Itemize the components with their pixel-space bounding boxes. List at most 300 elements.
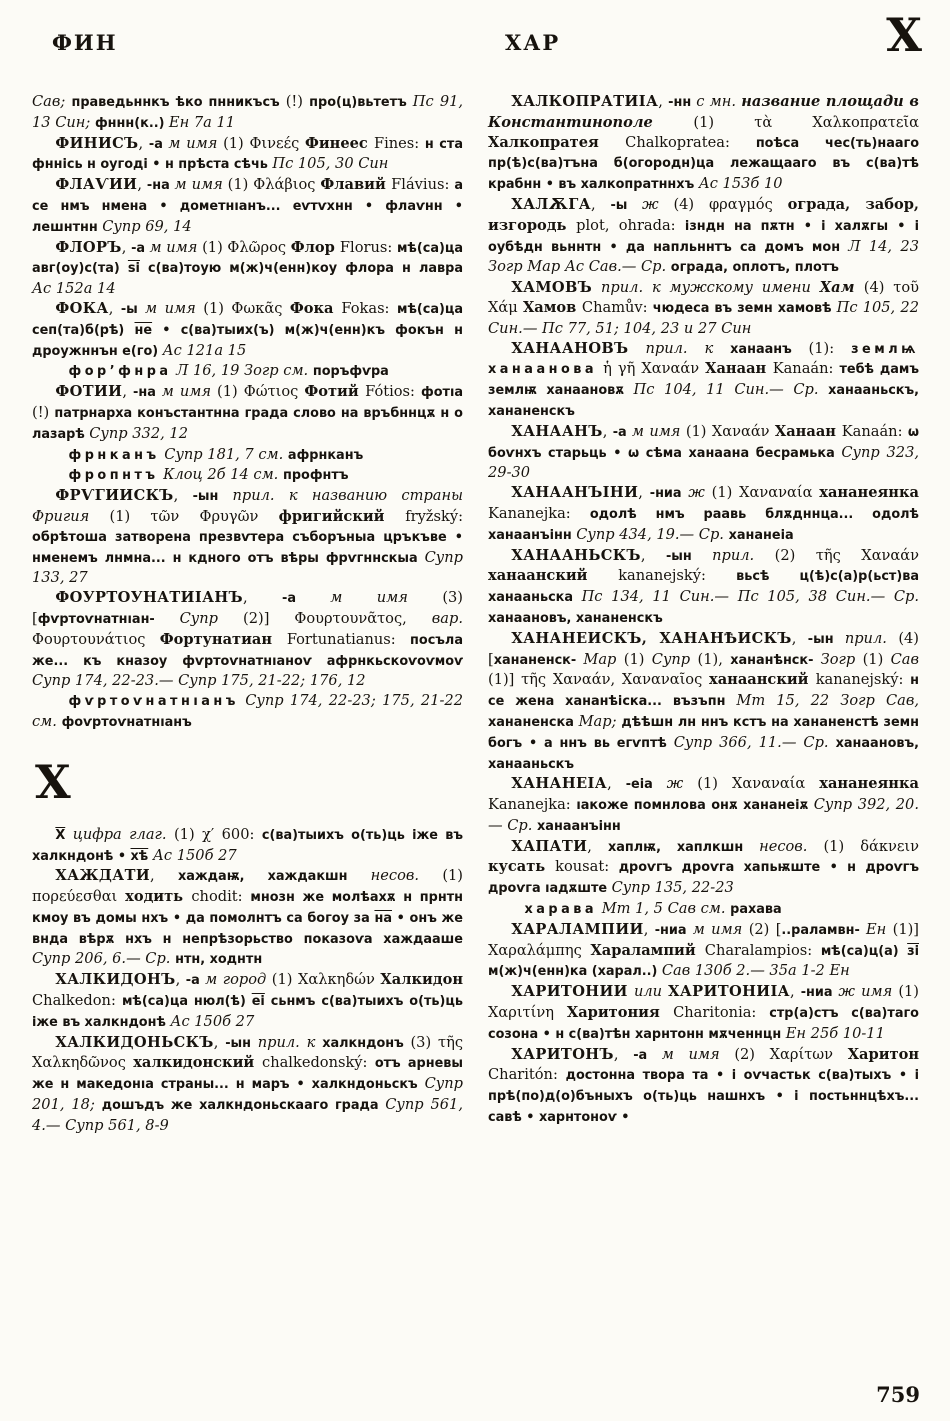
text-segment-it: Супр 332, 12	[89, 424, 188, 442]
text-segment-ocs: фотıа	[420, 385, 464, 401]
dictionary-entry	[32, 1033, 463, 1136]
text-segment-pl: (1) πορεύεσθαι	[32, 867, 464, 906]
text-segment-pl: Chalkedon:	[32, 992, 122, 1010]
text-segment-hw: ХАНАНЕІА	[511, 775, 608, 793]
text-segment-pl: (1)	[623, 650, 652, 668]
text-segment-ocs: -на	[133, 385, 162, 401]
text-segment-ocs: ѡ боѵнхъ старьць • ѡ сѣма ханаана бесрамька	[488, 424, 919, 461]
text-segment-pl: ,	[150, 867, 178, 885]
text-segment-pl: (1) τὰ Χαλκοπρατεῖα	[693, 113, 919, 131]
text-segment-it: ж	[666, 775, 698, 793]
text-segment-hw: ХАРИТОНИІА	[668, 983, 790, 1001]
text-segment-ocs: н ста фннісь н оугоді • н прѣста сѣчь	[32, 136, 463, 173]
text-segment-pl: (3) τῆς Χαλκηδῶνος	[32, 1033, 463, 1072]
text-segment-it: Ен	[866, 920, 893, 938]
text-segment-ocs: -ниа	[800, 985, 839, 1001]
text-segment-ocsov: не	[134, 322, 153, 338]
right-column	[488, 92, 919, 1136]
dictionary-entry	[488, 629, 919, 775]
text-segment-ocs: -ы	[120, 301, 146, 317]
text-segment-ocs: халкндонъ	[322, 1035, 411, 1051]
text-segment-ocsov: зі	[907, 943, 919, 959]
dictionary-entry	[488, 278, 919, 338]
section-heading-letter: Х	[35, 754, 71, 809]
text-segment-it: м имя	[330, 589, 443, 607]
text-segment-ocs: ханаанъ	[730, 341, 809, 357]
text-segment-it: Мар;	[578, 712, 622, 730]
text-segment-it: м имя	[161, 383, 218, 401]
text-segment-pl: kousat:	[555, 858, 619, 876]
text-segment-it: Пс 91, 13 Син;	[32, 93, 464, 131]
text-segment-ocs: мѣ(са)ца сеп(та)б(рѣ)	[32, 301, 464, 338]
text-segment-it: Супр 201, 18;	[32, 1075, 463, 1114]
text-segment-ocs: хаплѭ, хаплкшн	[607, 839, 760, 855]
text-segment-pl: ,	[587, 837, 608, 855]
text-segment-it: Сав	[890, 650, 919, 668]
text-segment-ocs: рахава	[730, 902, 782, 918]
text-segment-ocs: одолѣ нмъ раавь блѫдннца... одолѣ ханаанъінн	[488, 506, 919, 543]
text-segment-it: Ен 7а 11	[168, 113, 236, 131]
text-segment-it: Пс 105, 22 Син.— Пс 77, 51; 104, 23 и 27 Син	[488, 298, 919, 337]
text-segment-hw: ХАНААНЪ	[511, 422, 603, 440]
text-segment-it: цифра глаг.	[72, 825, 174, 843]
dictionary-entry	[32, 134, 463, 176]
text-segment-hw: ФЛОРЪ	[55, 238, 122, 256]
text-segment-ocs: -а	[185, 973, 206, 989]
text-segment-pl: (1)] Χαραλάμπης	[488, 920, 919, 959]
text-segment-it: прил.	[844, 629, 899, 647]
dictionary-entry	[488, 982, 919, 1044]
text-segment-pl: (!)	[32, 403, 55, 421]
cross-reference-entry	[488, 899, 919, 920]
text-segment-ru: Харитон	[847, 1045, 920, 1063]
text-segment-pl: ,	[789, 983, 801, 1001]
text-segment-ocs: хананѣнск-	[730, 652, 821, 668]
text-segment-it: Супр 174, 22-23.— Супр 175, 21-22; 176, 12	[32, 672, 366, 690]
dictionary-entry	[32, 866, 463, 970]
dictionary-entry	[488, 195, 919, 278]
dictionary-entry	[32, 486, 463, 588]
text-segment-hw: ФОУРТОУНАТИІАНЪ	[55, 589, 243, 607]
text-segment-ocs: хананенск-	[493, 652, 584, 668]
text-segment-it: ж	[642, 195, 674, 213]
text-segment-ocs: н се жена хананѣіска... възъпн	[488, 673, 919, 710]
text-segment-hw: ФОТИИ	[55, 383, 123, 401]
text-segment-pl: (4) φραγμός	[673, 195, 788, 213]
text-segment-hw: ФИНИСЪ	[55, 134, 139, 152]
text-segment-pl: ,	[607, 775, 626, 793]
text-segment-hw: ХАНААНОВЪ	[511, 339, 629, 357]
text-segment-pl: Chalkopratea:	[625, 133, 756, 151]
text-segment-pl: ἡ γῆ Χαναάν	[597, 360, 706, 378]
text-segment-ocs: поѣса чес(ть)нааго пр(ѣ)с(ва)тъна б(огородн)ца лежащааго въ с(ва)тѣ крабнн • въ халкопратннхъ	[488, 135, 920, 193]
text-segment-pl	[65, 826, 72, 843]
text-segment-ocs: мѣ(са)ц(а)	[820, 943, 908, 959]
text-segment-pl: Fótios:	[365, 383, 421, 401]
running-head-corner-letter: Х	[886, 8, 922, 62]
text-segment-pl: Fokas:	[341, 299, 397, 317]
text-segment-it: Супр	[651, 650, 698, 668]
text-segment-hw: ФРѴГИИСКЪ	[55, 487, 174, 505]
text-segment-ocs: мнозн же молѣахѫ н прнтн кмоу въ домы нхъ • да помолнтъ са богоу за	[32, 890, 464, 926]
text-segment-it: Сав 130б 2.— 35а 1-2 Ен	[661, 962, 850, 980]
dictionary-entry	[32, 175, 463, 237]
text-segment-ru: Флавий	[320, 176, 392, 194]
text-segment-it: Ас 121а 15	[162, 341, 247, 359]
text-segment-ru: Фотий	[304, 383, 366, 401]
text-segment-ocs: • с(ва)тыих(ъ) м(ж)ч(енн)къ фокън н дроужннън е(го)	[32, 322, 463, 359]
text-segment-it: прил. к	[257, 1033, 323, 1051]
text-segment-ru: ходить	[125, 888, 192, 906]
text-segment-it: Супр	[179, 609, 244, 627]
text-segment-ru: ханаанский	[709, 671, 816, 689]
text-segment-ocs: достонна твора та • і оѵчастьк с(ва)тыхъ • і прѣ(по)д(о)бъныхъ о(ть)ць нашнхъ • і постьннцѣхъ... савѣ • харнтоноѵ •	[488, 1068, 920, 1126]
text-segment-pl: ,	[590, 195, 611, 213]
text-segment-ocsov: ѕі	[127, 261, 140, 277]
text-segment-it: Супр 366, 11.— Ср.	[673, 733, 836, 751]
text-segment-it: с мн.	[696, 93, 742, 110]
text-segment-ocs: а се нмъ нмена • дометнıанъ... еѵтѵхнн • флаѵнн • лешнтнн	[32, 178, 463, 235]
text-segment-ocs: нтн, ходнтн	[175, 952, 263, 968]
text-segment-pl: (1) Χαναάν	[685, 422, 775, 440]
text-segment-ocs: -на	[146, 178, 175, 194]
text-segment-pl: (4) τοῦ Χάμ	[488, 279, 920, 316]
text-segment-ocsov: хѣ	[130, 848, 149, 864]
text-segment-pl: ,	[108, 299, 121, 317]
text-segment-ru: Халкидон	[380, 971, 463, 989]
page-number: 759	[876, 1382, 920, 1407]
text-segment-pl: fryžský:	[405, 507, 463, 525]
text-segment-it: Л 14, 23 Зогр Мар Ас Сав.— Ср.	[488, 237, 919, 276]
text-segment-it: ж имя	[838, 983, 899, 1001]
text-segment-pl: (2)] Φουρτουνᾶτος,	[243, 609, 432, 627]
text-segment-pl: ,	[173, 487, 193, 505]
text-segment-ru: ограда, забор, изгородь	[488, 195, 919, 234]
text-segment-it: Клоц 2б 14 см.	[163, 466, 283, 484]
text-segment-it: Сав;	[32, 93, 72, 110]
text-segment-pl: ,	[602, 422, 613, 440]
text-segment-ru: Халкопратея	[488, 133, 626, 151]
text-segment-pl: ,	[175, 971, 186, 989]
text-segment-ocs: стр(а)стъ с(ва)таго созона • н с(ва)тѣн харнтонн мѫченнцн	[488, 1006, 919, 1042]
text-segment-ocs: праведьннкъ ѣко пнникъсъ	[71, 95, 286, 110]
text-segment-hw: ФЛАѴИИ	[55, 176, 138, 194]
text-segment-pl: (1) Χαναναία	[711, 484, 820, 502]
text-segment-it: м город	[205, 971, 272, 989]
dictionary-entry	[488, 92, 919, 195]
text-segment-it: Ен 25б 10-11	[785, 1024, 885, 1042]
text-segment-ocs: -а	[148, 136, 169, 152]
text-segment-it: Пс 105, 30 Син	[272, 155, 389, 173]
text-segment-pl: ,	[138, 134, 149, 152]
text-segment-ru: Ханаан	[705, 360, 773, 378]
text-segment-ocssp: харава	[524, 902, 598, 918]
text-segment-ocssp: фропнтъ	[68, 468, 159, 484]
text-segment-ocs: ..раламвн-	[781, 922, 867, 938]
cross-reference-entry	[32, 465, 463, 486]
text-segment-pl: (3) [	[32, 589, 464, 627]
text-segment-ocs: -ын	[192, 489, 233, 505]
text-segment-hw: ХАРИТОНЪ	[511, 1045, 614, 1063]
text-segment-it: Мар	[583, 650, 624, 668]
text-segment-ocs: тебѣ дамъ землѭ ханаановѫ	[488, 362, 920, 399]
text-segment-hw: ХАЛКОПРАТИІА	[511, 93, 659, 110]
text-segment-pl: (1) Φλῶρος	[202, 238, 291, 256]
text-segment-pl: (4) [	[488, 629, 919, 668]
text-segment-ru: Ханаан	[774, 422, 842, 440]
text-segment-ocs: хананенска	[488, 714, 579, 730]
text-segment-pl: (1),	[697, 650, 731, 668]
text-segment-it: прил. к	[645, 339, 731, 357]
text-segment-pl: (1) τῶν Φρυγῶν	[109, 507, 279, 525]
text-segment-ocs: м(ж)ч(енн)ка (харал..)	[488, 964, 662, 980]
dictionary-entry	[32, 970, 463, 1032]
text-segment-pl	[629, 340, 646, 357]
text-segment-hw: ХАРАЛАМПИИ	[511, 920, 644, 938]
text-segment-ocs: мѣ(са)ца нюл(ѣ)	[121, 994, 252, 1010]
text-segment-pl: (1) Χαλκηδών	[271, 971, 381, 989]
text-segment-hw: ХАЖДАТИ	[55, 867, 151, 885]
text-segment-pl: Charitonia:	[673, 1004, 770, 1022]
text-segment-hw: ХАЛѪГА	[511, 195, 591, 213]
text-segment-ocs: -ы	[610, 197, 643, 213]
text-segment-pl: ,	[638, 484, 650, 502]
text-segment-ocs: -а	[131, 240, 150, 256]
text-segment-hw: ХАРИТОНИИ	[511, 983, 628, 1001]
text-segment-ocsov: еі	[251, 994, 265, 1010]
text-segment-hw: ХАНААНЪІНИ	[511, 484, 639, 502]
text-segment-ocssp: землѩ ханаанова	[488, 341, 919, 378]
text-segment-ocs: -нн	[668, 95, 697, 110]
text-segment-it: м имя	[631, 422, 686, 440]
text-segment-it: Супр 181, 7 см.	[164, 445, 288, 463]
text-segment-pl: chodit:	[191, 888, 251, 906]
running-head-left-keyword: ФИН	[52, 30, 118, 55]
text-segment-it: Супр 392, 20.— Ср.	[488, 796, 919, 834]
text-segment-it: Супр 133, 27	[32, 548, 463, 587]
text-segment-ocs: патрнарха конъстантнна града слово на връбннцѫ н о лазарѣ	[32, 405, 463, 442]
text-segment-ocs: про(ц)вьтетъ	[309, 95, 413, 110]
text-segment-ocs: фннн(к..)	[94, 115, 169, 131]
text-segment-ocs: фоѵртоѵнатнıанъ	[61, 714, 192, 730]
text-segment-it: м имя	[174, 176, 228, 194]
dictionary-entry	[32, 238, 463, 299]
text-segment-it: Ас 150б 27	[170, 1012, 255, 1030]
text-segment-ocs: сьнмъ с(ва)тыихъ о(ть)ць іже въ халкндонѣ	[32, 994, 463, 1030]
text-segment-ocs: чюдеса въ земн хамовѣ	[652, 300, 837, 316]
text-segment-pl: kananejský:	[815, 671, 911, 689]
text-segment-ocssp: фор’фнра	[68, 364, 172, 380]
text-segment-pl: (2) Χαρίτων	[734, 1045, 848, 1063]
text-segment-it: м имя	[168, 134, 224, 152]
cross-reference-entry	[32, 445, 463, 466]
text-segment-ocs: мѣ(са)ца авг(оу)с(та)	[32, 240, 464, 277]
text-segment-pl: (1)	[862, 650, 891, 668]
text-segment-pl: ,	[791, 629, 808, 647]
text-segment-ru: Хамов	[522, 298, 582, 316]
text-segment-ocs: -ын	[665, 548, 713, 564]
dictionary-entry	[488, 1045, 919, 1128]
text-segment-it: Супр 206, 6.— Ср.	[32, 950, 176, 968]
text-segment-ocs: фѵртоѵнатнıан-	[37, 611, 180, 627]
running-head-center-keyword: ХАР	[505, 30, 561, 55]
text-segment-ocs: дроѵгъ дроѵга хапьѭште • н дроѵгъ дроѵга ıадѫште	[488, 860, 919, 897]
text-segment-ocs: хаждаѭ, хаждакшн	[177, 869, 371, 885]
text-segment-ocs: афрнканъ	[287, 447, 364, 463]
text-segment-pl: ,	[122, 383, 134, 401]
text-segment-ocs: ограда, оплотъ, плотъ	[670, 260, 839, 276]
text-segment-pl: ,	[643, 920, 655, 938]
text-segment-it: Супр 174, 22-23; 175, 21-22 см.	[32, 692, 463, 730]
text-segment-pl: Kananejka:	[488, 796, 577, 814]
text-segment-pl: chalkedonský:	[262, 1054, 375, 1072]
text-segment-pl: Chamův:	[581, 298, 653, 316]
text-segment-it: Пс 104, 11 Син.— Ср.	[633, 381, 829, 399]
text-segment-it: Супр 434, 19.— Ср.	[576, 525, 729, 543]
text-segment-it: Мт 15, 22 Зогр Сав,	[736, 692, 919, 710]
text-segment-pl: ,	[121, 238, 132, 256]
text-segment-it: м имя	[692, 920, 749, 938]
text-segment-ocs: посъла же... къ кназоу фѵртоѵнатнıаноѵ афрнкьскоѵоѵмоѵ	[32, 632, 463, 669]
text-segment-it: м имя	[661, 1045, 735, 1063]
text-segment-it: Супр 69, 14	[102, 217, 192, 235]
text-segment-ocs: отъ арневы же н македонıа страны... н маръ • халкндоньскъ	[32, 1056, 463, 1093]
dictionary-entry	[488, 422, 919, 483]
text-segment-pl: Fines:	[373, 134, 425, 152]
text-segment-it: несов.	[370, 867, 443, 885]
text-segment-it: прил. к названию страны Фригия	[32, 487, 463, 525]
text-segment-pl: (1) Φινεές	[223, 134, 306, 152]
text-segment-it: Ас 152а 14	[32, 280, 116, 298]
text-segment-ocs: -ниа	[649, 486, 689, 502]
text-segment-it: Ас 150б 27	[152, 846, 237, 864]
text-segment-it: прил. к мужскому имени	[601, 279, 820, 297]
dictionary-entry	[32, 825, 463, 867]
text-segment-pl: Charalampios:	[704, 941, 821, 959]
text-segment-pl: (1)] τῆς Χαναάν, Χαναναῖος	[488, 671, 709, 689]
dictionary-entry	[488, 483, 919, 545]
text-segment-ocs: с(ва)тыихъ о(ть)ць іже въ халкндонѣ •	[32, 827, 463, 864]
text-segment-pl: Kanaán:	[772, 360, 840, 378]
continuation-paragraph	[32, 92, 463, 134]
dictionary-entry	[488, 920, 919, 982]
dictionary-entry	[488, 774, 919, 836]
dictionary-entry	[32, 382, 463, 444]
dictionary-entry	[488, 339, 919, 422]
text-segment-pl: ,	[658, 93, 669, 110]
text-segment-it: Пс 134, 11 Син.— Пс 105, 38 Син.— Ср.	[581, 588, 920, 606]
text-segment-pl	[592, 279, 601, 296]
text-segment-ocs: ханаановъ, хананенскъ	[488, 610, 663, 626]
text-segment-ocs: дѣѣшн лн ннъ кстъ на хананенстѣ земн богъ • а ннъ вь егѵптѣ	[488, 714, 919, 751]
text-segment-pl: (1) χ′ 600:	[173, 825, 262, 843]
text-segment-pl: Kananejka:	[488, 504, 590, 522]
text-segment-ru: Флор	[290, 238, 340, 256]
text-segment-hw: ХАПАТИ	[511, 837, 588, 855]
text-segment-ocs: ханаановъ, ханааньскъ	[488, 735, 920, 772]
text-segment-hw: ХАМОВЪ	[511, 279, 593, 297]
text-segment-pl: (1) Φώτιος	[217, 383, 305, 401]
text-segment-ru: ханаанский	[488, 567, 619, 585]
text-segment-ocs: обрѣтоша затворена презвѵтера съборъныа цръкъве • нменемъ лнмна... н кдного отъ вѣры фрѵгннскыа	[32, 529, 463, 566]
text-segment-ocs: -а	[633, 1047, 662, 1063]
text-segment-ocs: хананеіа	[728, 527, 794, 543]
text-segment-hw: ХАЛКИДОНЬСКЪ	[55, 1033, 214, 1051]
text-segment-ru: кусать	[488, 858, 556, 876]
dictionary-entry	[32, 299, 463, 361]
text-segment-hw: ХАНАНЕИСКЪ, ХАНАНѢИСКЪ	[511, 629, 792, 647]
left-column	[32, 92, 463, 1136]
text-segment-ocs: -еіа	[625, 777, 667, 793]
text-segment-ocs: -а	[612, 424, 632, 440]
text-segment-it: Ас 153б 10	[698, 175, 783, 193]
text-segment-ocs: ıакоже помнлова онѫ хананеіѫ	[576, 798, 814, 814]
text-segment-pl: (!)	[285, 93, 310, 110]
text-segment-ocs: ізндн на пѫтн • і халѫгы • і оубѣдн вьннтн • да напльннтъ са домъ мон	[488, 218, 919, 255]
text-segment-ocs: -ниа	[654, 922, 693, 938]
text-segment-ocs: -ын	[807, 631, 845, 647]
text-segment-it: Мт 1, 5 Сав см.	[601, 900, 731, 918]
text-segment-ocs: с(ва)тоую м(ж)ч(енн)коу флора н лавра	[139, 261, 464, 277]
text-segment-ru: Фортунатиан	[159, 630, 287, 648]
text-segment-pl: ,	[640, 546, 666, 564]
text-segment-ocs: дошъдъ же халкндоньскааго града	[101, 1098, 386, 1114]
text-segment-ru: Фока	[289, 299, 342, 317]
text-segment-pl: Kanaán:	[841, 422, 908, 440]
dictionary-entry	[32, 588, 463, 691]
text-segment-ru: Финеес	[305, 134, 374, 152]
text-segment-pl: plot, ohrada:	[576, 216, 685, 234]
text-segment-it: ж	[688, 484, 712, 502]
dictionary-entry	[488, 546, 919, 629]
text-segment-ru: Харалампий	[590, 941, 705, 959]
text-segment-pl: ,	[613, 1045, 634, 1063]
text-segment-ocs: ханааньскъ, хананенскъ	[488, 383, 920, 419]
text-columns	[32, 92, 919, 1136]
text-segment-pl: Florus:	[339, 238, 397, 256]
text-segment-pl: Charitón:	[488, 1066, 566, 1084]
text-segment-it: вар.	[431, 609, 463, 627]
text-segment-pl: (2) τῆς Χαναάν	[774, 546, 920, 564]
text-segment-ru: фригийский	[278, 507, 406, 525]
text-segment-it: Супр 323, 29-30	[488, 443, 919, 482]
text-segment-pl: Fortunatianus:	[286, 630, 411, 648]
text-segment-pl: (2) [	[748, 920, 782, 938]
text-segment-ocsov: Х	[55, 827, 66, 843]
text-segment-ru: хананеянка	[819, 775, 919, 793]
text-segment-pl: (1) Χαριτίνη	[488, 983, 920, 1022]
text-segment-bi: название площади в Константинополе	[488, 93, 919, 131]
text-segment-pl: (1) δάκνειν	[823, 837, 919, 855]
text-segment-ocs: вьсѣ ц(ѣ)с(а)р(ьст)ва ханааньска	[488, 569, 919, 606]
text-segment-ocssp: фрнканъ	[68, 447, 160, 463]
text-segment-it: Супр 135, 22-23	[611, 879, 734, 897]
cross-reference-entry	[32, 691, 463, 733]
text-segment-pl: ,	[242, 589, 282, 607]
text-segment-it: несов.	[759, 837, 824, 855]
text-segment-ocs: -ын	[225, 1035, 258, 1051]
text-segment-bi: Хам	[819, 279, 864, 297]
text-segment-ocs: профнтъ	[282, 468, 349, 484]
text-segment-pl: kananejský:	[618, 567, 737, 585]
text-segment-ru: Харитония	[566, 1004, 674, 1022]
text-segment-pl: ,	[137, 176, 147, 194]
text-segment-ocs: поръфѵра	[312, 364, 389, 380]
text-segment-it: м имя	[145, 299, 204, 317]
text-segment-pl: (1) Χαναναία	[697, 775, 820, 793]
text-segment-hw: ХАНААНЬСКЪ	[511, 546, 641, 564]
text-segment-pl: Φουρτουνάτιος	[32, 630, 160, 648]
